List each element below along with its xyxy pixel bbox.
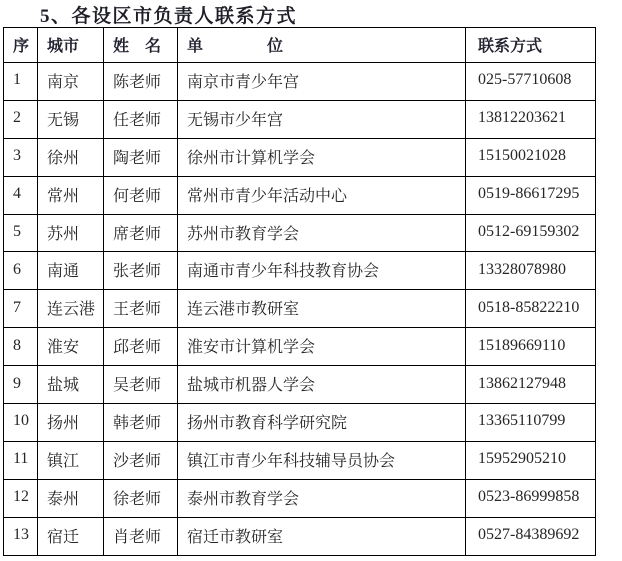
- cell-organization: 苏州市教育学会: [178, 214, 466, 252]
- cell-teacher-name: 邱老师: [104, 328, 178, 366]
- header-row: [4, 28, 596, 63]
- cell-row-number: 5: [4, 214, 38, 252]
- cell-contact-phone: 0527-84389692: [466, 517, 596, 555]
- cell-teacher-name: 吴老师: [104, 366, 178, 404]
- cell-row-number: 1: [4, 63, 38, 101]
- cell-contact-phone: 13812203621: [466, 100, 596, 138]
- cell-city: 宿迁: [38, 517, 104, 555]
- cell-teacher-name: 张老师: [104, 252, 178, 290]
- cell-teacher-name: 沙老师: [104, 441, 178, 479]
- col-header-no: 序: [4, 28, 38, 63]
- table-row: [4, 176, 596, 214]
- cell-teacher-name: 陶老师: [104, 138, 178, 176]
- cell-organization: 徐州市计算机学会: [178, 138, 466, 176]
- table-row: [4, 517, 596, 555]
- cell-organization: 宿迁市教研室: [178, 517, 466, 555]
- cell-row-number: 6: [4, 252, 38, 290]
- cell-organization: 扬州市教育科学研究院: [178, 404, 466, 442]
- col-header-contact: 联系方式: [466, 28, 596, 63]
- cell-row-number: 4: [4, 176, 38, 214]
- page-title: 5、各设区市负责人联系方式: [40, 6, 298, 27]
- cell-organization: 南通市青少年科技教育协会: [178, 252, 466, 290]
- cell-row-number: 12: [4, 479, 38, 517]
- cell-city: 常州: [38, 176, 104, 214]
- cell-contact-phone: 15952905210: [466, 441, 596, 479]
- cell-city: 徐州: [38, 138, 104, 176]
- cell-city: 盐城: [38, 366, 104, 404]
- cell-organization: 盐城市机器人学会: [178, 366, 466, 404]
- cell-organization: 泰州市教育学会: [178, 479, 466, 517]
- table-row: [4, 290, 596, 328]
- table-row: [4, 138, 596, 176]
- table-row: [4, 63, 596, 101]
- cell-organization: 常州市青少年活动中心: [178, 176, 466, 214]
- cell-teacher-name: 何老师: [104, 176, 178, 214]
- col-header-organization: 单 位: [178, 28, 466, 63]
- cell-contact-phone: 13328078980: [466, 252, 596, 290]
- cell-city: 镇江: [38, 441, 104, 479]
- cell-teacher-name: 席老师: [104, 214, 178, 252]
- cell-contact-phone: 0519-86617295: [466, 176, 596, 214]
- table-row: [4, 441, 596, 479]
- cell-city: 无锡: [38, 100, 104, 138]
- cell-organization: 淮安市计算机学会: [178, 328, 466, 366]
- col-header-name: 姓 名: [104, 28, 178, 63]
- cell-row-number: 10: [4, 404, 38, 442]
- cell-city: 连云港: [38, 290, 104, 328]
- table-row: [4, 328, 596, 366]
- cell-contact-phone: 13862127948: [466, 366, 596, 404]
- cell-teacher-name: 韩老师: [104, 404, 178, 442]
- cell-contact-phone: 0518-85822210: [466, 290, 596, 328]
- cell-row-number: 11: [4, 441, 38, 479]
- table-row: [4, 404, 596, 442]
- col-header-city: 城市: [38, 28, 104, 63]
- cell-contact-phone: 0512-69159302: [466, 214, 596, 252]
- cell-row-number: 3: [4, 138, 38, 176]
- cell-teacher-name: 陈老师: [104, 63, 178, 101]
- cell-contact-phone: 15189669110: [466, 328, 596, 366]
- cell-contact-phone: 15150021028: [466, 138, 596, 176]
- table-row: [4, 366, 596, 404]
- table-row: [4, 252, 596, 290]
- cell-city: 南通: [38, 252, 104, 290]
- cell-row-number: 9: [4, 366, 38, 404]
- cell-contact-phone: 0523-86999858: [466, 479, 596, 517]
- cell-row-number: 7: [4, 290, 38, 328]
- contact-table: [3, 27, 596, 556]
- cell-contact-phone: 13365110799: [466, 404, 596, 442]
- cell-organization: 无锡市少年宫: [178, 100, 466, 138]
- table-row: [4, 100, 596, 138]
- cell-organization: 镇江市青少年科技辅导员协会: [178, 441, 466, 479]
- cell-contact-phone: 025-57710608: [466, 63, 596, 101]
- table-row: [4, 214, 596, 252]
- cell-organization: 连云港市教研室: [178, 290, 466, 328]
- cell-city: 泰州: [38, 479, 104, 517]
- cell-organization: 南京市青少年宫: [178, 63, 466, 101]
- cell-city: 淮安: [38, 328, 104, 366]
- cell-row-number: 8: [4, 328, 38, 366]
- cell-teacher-name: 任老师: [104, 100, 178, 138]
- table-row: [4, 479, 596, 517]
- cell-teacher-name: 徐老师: [104, 479, 178, 517]
- table-body: [4, 63, 596, 556]
- cell-city: 扬州: [38, 404, 104, 442]
- cell-city: 南京: [38, 63, 104, 101]
- cell-city: 苏州: [38, 214, 104, 252]
- cell-teacher-name: 王老师: [104, 290, 178, 328]
- cell-teacher-name: 肖老师: [104, 517, 178, 555]
- cell-row-number: 2: [4, 100, 38, 138]
- cell-row-number: 13: [4, 517, 38, 555]
